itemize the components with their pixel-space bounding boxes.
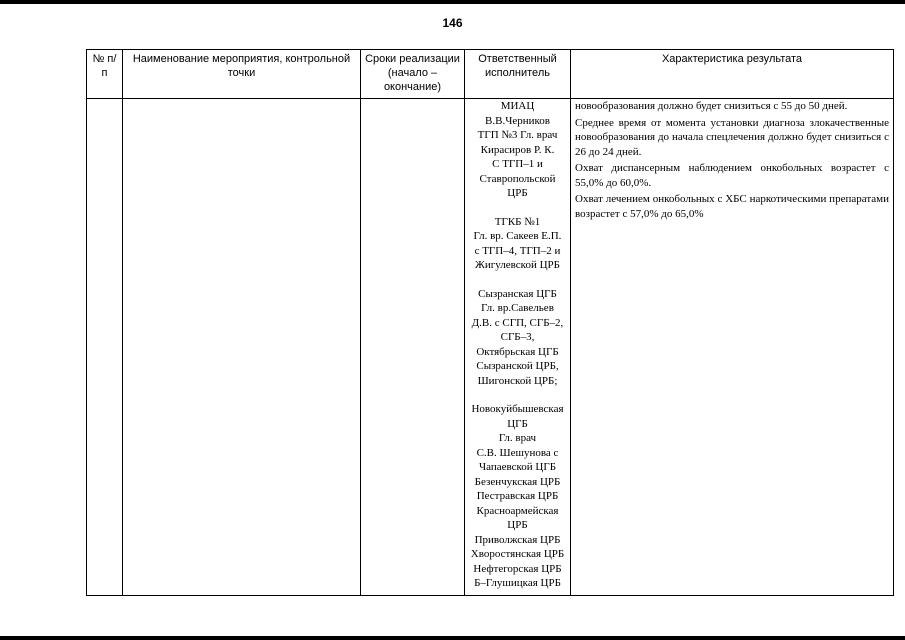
responsible-line: Ставропольской — [479, 172, 556, 185]
header-responsible: Ответственный исполнитель — [465, 50, 571, 99]
cell-num — [87, 99, 123, 596]
responsible-line: Октябрьская ЦГБ — [476, 345, 559, 358]
responsible-block — [469, 287, 566, 389]
result-description — [575, 99, 889, 221]
top-rule — [0, 0, 905, 4]
responsible-line: Гл. вр. Сакеев Е.П. — [473, 230, 562, 242]
result-paragraph: Среднее время от момента установки диагноза злокачественные новообразования до начала спецлечения должно будет снизиться с 26 до 24 дней. — [575, 116, 889, 158]
responsible-line: Пестравская ЦРБ — [476, 490, 559, 502]
responsible-line: Сызранской ЦРБ, — [476, 360, 559, 372]
responsible-line: Б–Глушицкая ЦРБ — [474, 577, 561, 589]
responsible-line: Шигонской ЦРБ; — [477, 374, 558, 387]
responsible-line: В.В.Черников — [485, 114, 550, 127]
responsible-line: ЦРБ — [507, 519, 528, 531]
responsible-line: С.В. Шешунова с — [476, 446, 559, 459]
responsible-line: Красноармейская — [476, 504, 559, 517]
responsible-block — [469, 402, 566, 591]
responsible-line: С ТГП–1 и — [492, 158, 543, 170]
bottom-rule — [0, 636, 905, 640]
responsible-block — [469, 99, 566, 201]
header-term: Сроки реализации (начало – окончание) — [361, 50, 465, 99]
responsible-line: Безенчукская ЦРБ — [474, 475, 561, 488]
header-num: № п/п — [87, 50, 123, 99]
responsible-line: ЦГБ — [507, 417, 528, 430]
header-result: Характеристика результата — [571, 50, 894, 99]
measures-table — [86, 49, 894, 596]
responsible-line: Д.В. с СГП, СГБ–2, — [471, 316, 564, 329]
result-paragraph: новообразования должно будет снизиться с 55 до 50 дней. — [575, 100, 848, 112]
responsible-block — [469, 215, 566, 273]
responsible-line: Кирасиров Р. К. — [480, 143, 555, 156]
responsible-line: Нефтегорская ЦРБ — [473, 562, 562, 575]
cell-result — [571, 99, 894, 596]
responsible-line: Чапаевской ЦГБ — [478, 461, 557, 473]
cell-responsible — [465, 99, 571, 596]
result-paragraph: Охват лечением онкобольных с ХБС наркотическими препаратами возрастет с 57,0% до 65,0% — [575, 193, 889, 220]
responsible-line: ТГКБ №1 — [494, 215, 541, 228]
responsible-line: Гл. вр.Савельев — [481, 302, 554, 314]
responsible-line: Гл. врач — [498, 432, 537, 444]
responsible-line: ЦРБ — [507, 187, 528, 199]
responsible-line: Жигулевской ЦРБ — [475, 259, 560, 271]
responsible-line: Новокуйбышевская — [471, 403, 564, 415]
cell-name — [123, 99, 361, 596]
responsible-line: МИАЦ — [500, 100, 535, 112]
cell-term — [361, 99, 465, 596]
table-row — [87, 99, 894, 596]
responsible-line: ТГП №3 Гл. врач — [477, 129, 558, 141]
page-number: 146 — [442, 16, 463, 30]
responsible-line: с ТГП–4, ТГП–2 и — [474, 244, 561, 257]
responsible-line: СГБ–3, — [500, 331, 535, 343]
header-name: Наименование мероприятия, контрольной точки — [123, 50, 361, 99]
result-paragraph: Охват диспансерным наблюдением онкобольных возрастет с 55,0% до 60,0%. — [575, 162, 889, 189]
responsible-line: Хворостянская ЦРБ — [470, 548, 565, 560]
responsible-list — [469, 99, 566, 591]
responsible-line: Сызранская ЦГБ — [478, 287, 557, 300]
responsible-line: Приволжская ЦРБ — [474, 533, 561, 546]
table-header-row — [87, 50, 894, 99]
